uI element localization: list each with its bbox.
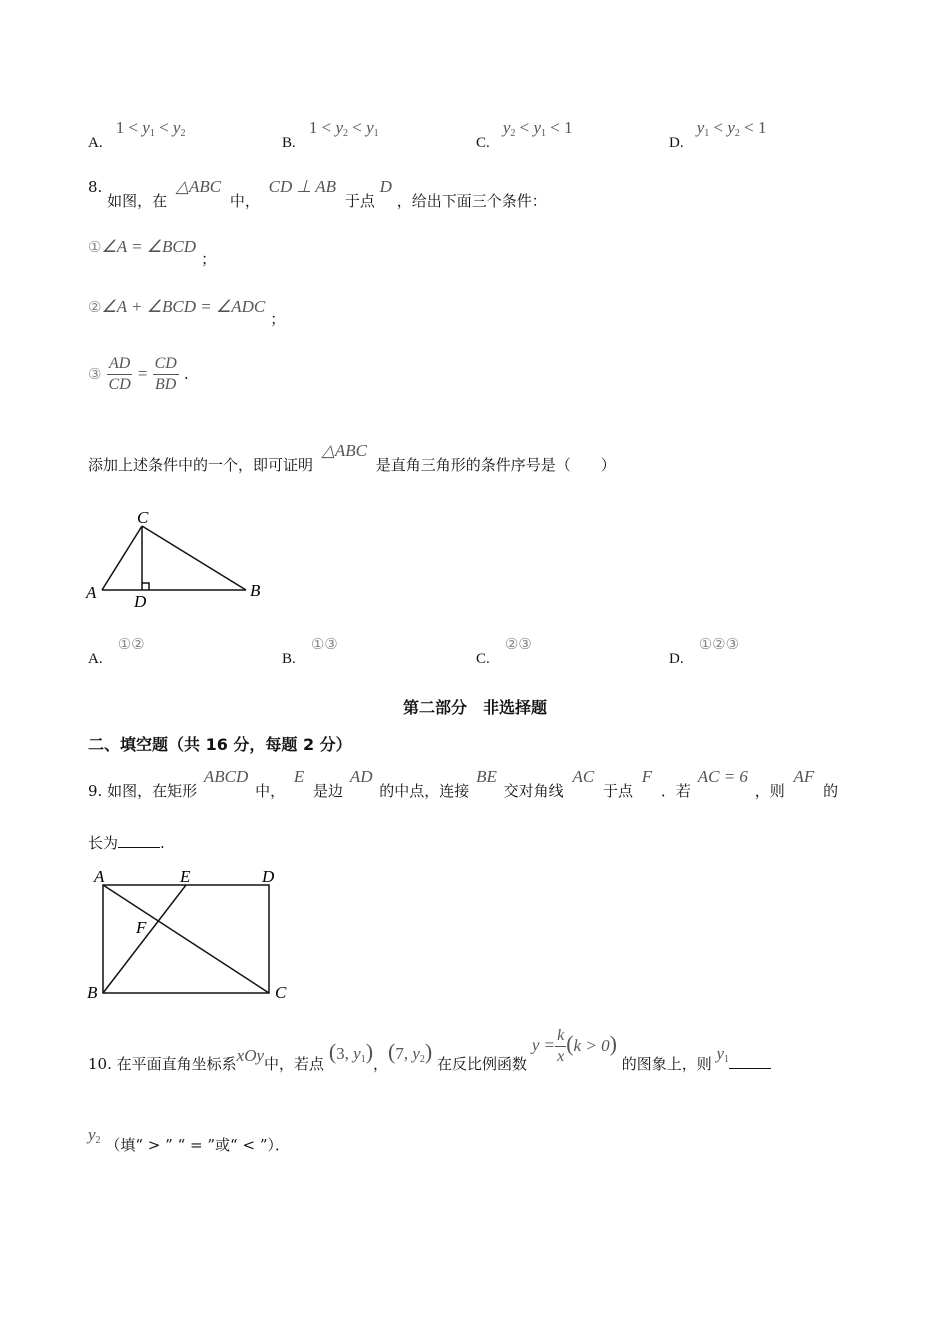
q10-stem bbox=[88, 1026, 771, 1073]
coordinate-system: xOy bbox=[236, 1045, 265, 1065]
comma: ， bbox=[373, 1054, 389, 1073]
q8-condition-1 bbox=[88, 236, 217, 268]
option-letter: B. bbox=[282, 135, 296, 151]
option-expr: $y_1 < y_2 < 1$ bbox=[696, 118, 767, 139]
option-letter: C. bbox=[476, 135, 490, 151]
period: . bbox=[160, 834, 165, 852]
q9-rectangle-figure bbox=[84, 864, 294, 1004]
stem-text: 交对角线 bbox=[503, 782, 564, 800]
stem-text: ，则 bbox=[754, 782, 785, 800]
stem-text: 在反比例函数 bbox=[437, 1054, 528, 1073]
option-value: ①②③ bbox=[698, 635, 740, 653]
q9-stem bbox=[88, 766, 839, 800]
label-a: A bbox=[86, 583, 97, 602]
stem-text: 的图象上，则 bbox=[621, 1054, 712, 1073]
stem-text: 中， bbox=[229, 192, 260, 210]
q8-triangle-figure bbox=[84, 505, 274, 610]
point-f: F bbox=[641, 767, 653, 786]
option-letter: C. bbox=[476, 651, 490, 667]
q8-option-c[interactable] bbox=[476, 634, 532, 667]
condition-number: ① bbox=[88, 238, 102, 256]
q7-option-d[interactable] bbox=[669, 118, 767, 151]
answer-blank[interactable] bbox=[729, 1054, 771, 1069]
label-b: B bbox=[250, 581, 261, 600]
y2: $y_2$ bbox=[88, 1125, 101, 1146]
q8-option-b[interactable] bbox=[282, 634, 338, 667]
q9-answer-line bbox=[88, 832, 165, 853]
label-f: F bbox=[136, 918, 147, 937]
answer-blank[interactable] bbox=[118, 833, 160, 848]
triangle-abc: △ABC bbox=[321, 441, 367, 460]
point-e: E bbox=[293, 767, 305, 786]
stem-text: 如图，在矩形 bbox=[107, 782, 198, 800]
semicolon: ； bbox=[201, 250, 217, 268]
q7-option-b[interactable] bbox=[282, 118, 379, 151]
rectangle-abcd: ABCD bbox=[203, 767, 249, 786]
option-expr: $1 < y_1 < y_2$ bbox=[115, 118, 186, 139]
q8-condition-3 bbox=[88, 354, 189, 395]
option-letter: B. bbox=[282, 651, 296, 667]
segment-ad: AD bbox=[349, 767, 373, 786]
label-e: E bbox=[180, 867, 191, 886]
perpendicular-expr: CD ⊥ AB bbox=[268, 177, 337, 196]
label-c: C bbox=[137, 508, 149, 527]
diagonal-ac: AC bbox=[572, 767, 595, 786]
greater-than-option: “ > ” bbox=[135, 1136, 173, 1154]
q10-line2 bbox=[88, 1124, 291, 1154]
option-value: ②③ bbox=[504, 635, 532, 653]
option-expr: $y_2 < y_1 < 1$ bbox=[502, 118, 573, 139]
function-condition: (k > 0) bbox=[566, 1030, 617, 1056]
stem-text: （填 bbox=[105, 1136, 136, 1154]
segment-be bbox=[103, 885, 186, 993]
period: . bbox=[183, 365, 189, 383]
section-heading: 二、填空题（共 16 分，每题 2 分） bbox=[88, 735, 352, 754]
stem-text: ，给出下面三个条件： bbox=[396, 192, 547, 210]
label-a: A bbox=[94, 867, 105, 886]
q8-stem bbox=[88, 176, 547, 210]
question-number: 10. bbox=[88, 1054, 112, 1073]
stem-text: ）． bbox=[267, 1136, 291, 1154]
label-b: B bbox=[87, 983, 98, 1002]
equals-option: “ = ” bbox=[177, 1136, 216, 1154]
option-value: ①② bbox=[117, 635, 145, 653]
stem-text: 长为 bbox=[88, 834, 119, 852]
right-angle-mark bbox=[142, 583, 149, 590]
triangle-abc: △ABC bbox=[175, 177, 222, 196]
point-d: D bbox=[379, 177, 392, 196]
stem-text: 的 bbox=[823, 782, 839, 800]
point-2: (7, $y_2$) bbox=[388, 1038, 433, 1065]
segment-be: BE bbox=[476, 767, 497, 786]
q8-question bbox=[88, 440, 616, 474]
question-text: 是直角三角形的条件序号是（ ） bbox=[375, 456, 616, 474]
side-ac bbox=[102, 526, 142, 590]
part-two-title: 第二部分 非选择题 bbox=[402, 698, 547, 717]
point-1: (3, $y_1$) bbox=[328, 1038, 374, 1065]
stem-text: 在平面直角坐标系 bbox=[116, 1054, 237, 1073]
condition-number: ② bbox=[88, 298, 102, 316]
equals-sign: = bbox=[137, 364, 148, 383]
stem-text: 是边 bbox=[313, 782, 344, 800]
function-lhs: y = bbox=[531, 1035, 556, 1055]
q8-option-d[interactable] bbox=[669, 634, 740, 667]
q8-condition-2 bbox=[88, 296, 286, 328]
question-number: 9. bbox=[88, 782, 103, 800]
stem-text: 中， bbox=[255, 782, 286, 800]
question-number: 8. bbox=[88, 178, 103, 196]
stem-text: 于点 bbox=[602, 782, 633, 800]
stem-text: 于点 bbox=[344, 192, 375, 210]
segment-af: AF bbox=[793, 767, 815, 786]
function-fraction: $\frac{k}{x}$ bbox=[557, 1027, 565, 1065]
stem-text: 或 bbox=[215, 1136, 231, 1154]
option-letter: A. bbox=[88, 135, 103, 151]
label-d: D bbox=[134, 592, 147, 610]
ac-value: AC = 6 bbox=[697, 767, 748, 786]
option-letter: D. bbox=[669, 135, 684, 151]
q7-option-a[interactable] bbox=[88, 118, 186, 151]
semicolon: ； bbox=[270, 310, 286, 328]
option-expr: $1 < y_2 < y_1$ bbox=[308, 118, 379, 139]
fraction-ad-cd: $\frac{AD}{CD}$ bbox=[108, 355, 131, 393]
stem-text: 中，若点 bbox=[264, 1054, 325, 1073]
stem-text: 如图，在 bbox=[107, 192, 168, 210]
condition-expr: ∠A + ∠BCD = ∠ADC bbox=[101, 297, 266, 316]
option-letter: A. bbox=[88, 651, 103, 667]
condition-expr: ∠A = ∠BCD bbox=[101, 237, 196, 256]
option-letter: D. bbox=[669, 651, 684, 667]
side-cb bbox=[142, 526, 246, 590]
q8-option-a[interactable] bbox=[88, 634, 145, 667]
stem-text: ．若 bbox=[660, 782, 691, 800]
fraction-cd-bd: $\frac{CD}{BD}$ bbox=[154, 355, 177, 393]
option-value: ①③ bbox=[310, 635, 338, 653]
q7-option-c[interactable] bbox=[476, 118, 573, 151]
condition-number: ③ bbox=[88, 365, 102, 383]
stem-text: 的中点，连接 bbox=[379, 782, 470, 800]
diagonal-ac bbox=[103, 885, 269, 993]
y1: $y_1$ bbox=[716, 1043, 730, 1065]
label-d: D bbox=[262, 867, 275, 886]
label-c: C bbox=[275, 983, 287, 1002]
less-than-option: “ < ” bbox=[230, 1136, 268, 1154]
question-text: 添加上述条件中的一个，即可证明 bbox=[88, 456, 314, 474]
